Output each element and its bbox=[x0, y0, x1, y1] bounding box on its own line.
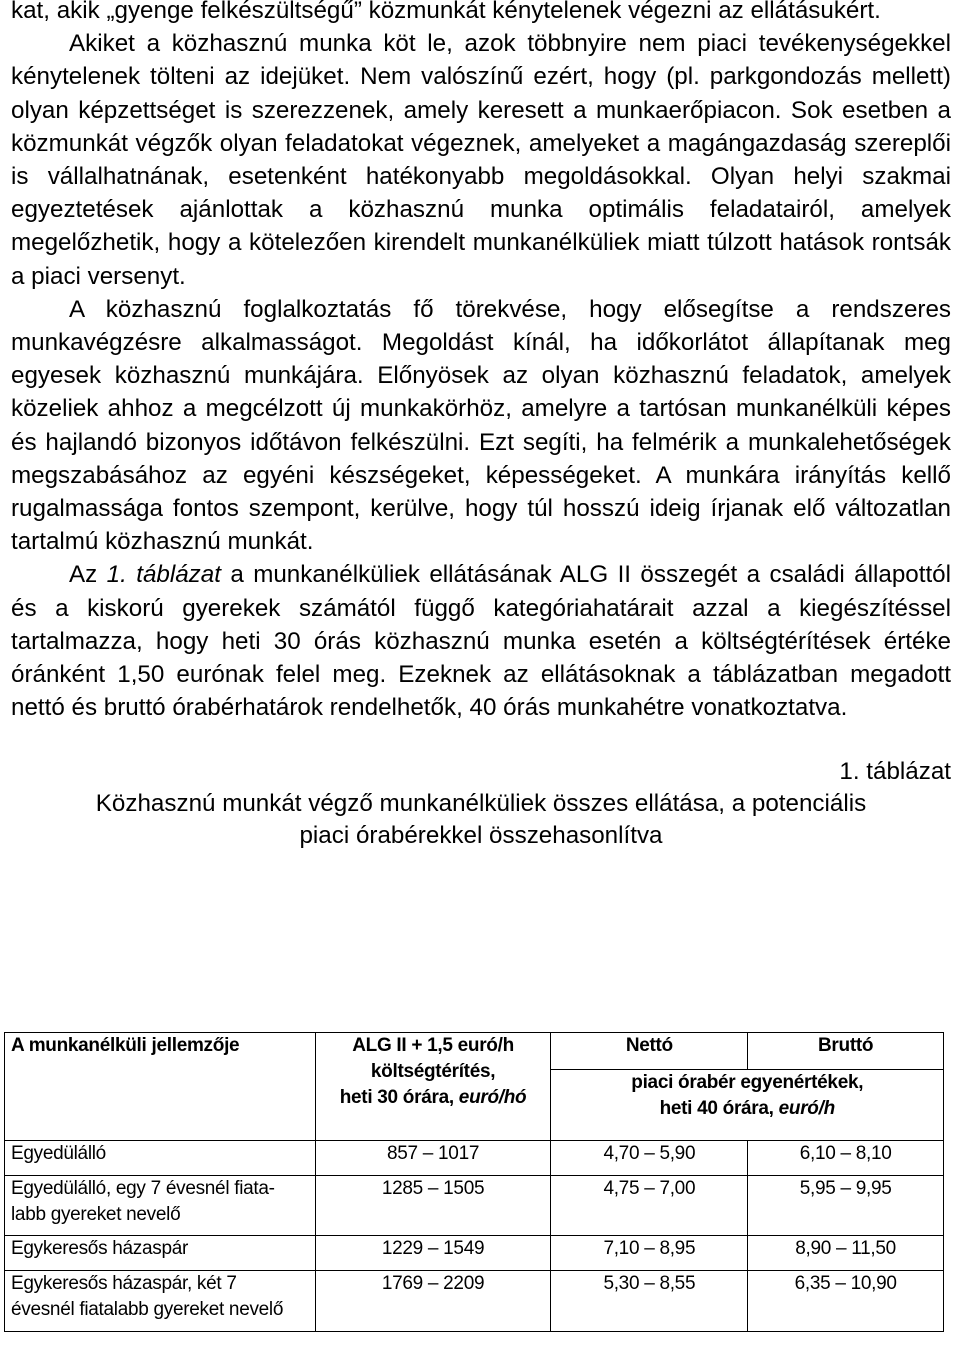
data-table bbox=[4, 1032, 944, 1332]
cell-netto: 4,70 – 5,90 bbox=[551, 1141, 748, 1176]
table-number: 1. táblázat bbox=[839, 758, 951, 786]
cell-characteristic bbox=[5, 1271, 316, 1332]
cell-alg: 857 – 1017 bbox=[315, 1141, 551, 1176]
cell-netto: 5,30 – 8,55 bbox=[551, 1271, 748, 1332]
paragraph-text: Az bbox=[69, 561, 107, 589]
header-unit: euró/hó bbox=[458, 1087, 527, 1108]
cell-line: Egyedülálló, egy 7 évesnél fiata- bbox=[11, 1178, 275, 1199]
table-header-row bbox=[5, 1033, 944, 1070]
cell-characteristic: Egyedülálló bbox=[5, 1141, 316, 1176]
header-text: heti 40 órára, bbox=[659, 1098, 779, 1119]
paragraph: A közhasznú foglalkoztatás fő törekvése, hogy elősegítse a rendszeres munkavégzésre alkalmasságot. Megoldást kínál, ha időkorlátot állapítanak meg egyesek közhasznú munkájára. Előnyösek az olyan közhasznú feladatok, amelyek közeliek ahhoz a megcélzott új munkakörhöz, amelyre a tartósan munkanélküli képes és hajlandó bizonyos időtávon felkészülni. Ezt segíti, ha felmérik a munkalehetőségek megszabásához az egyéni készségeket, képességeket. A munkára irányítás kellő rugalmassága fontos szempont, kerülve, hogy túl hosszú ideig írjanak elő változatlan tartalmú közhasznú munkát. bbox=[11, 295, 951, 556]
paragraph: kat, akik „gyenge felkészültségű” közmunkát kénytelenek végezni az ellátásukért. bbox=[11, 0, 881, 24]
table-caption: piaci órabérekkel összehasonlítva bbox=[299, 822, 663, 850]
cell-line: labb gyereket nevelő bbox=[11, 1204, 181, 1225]
header-line: piaci órabér egyenértékek, bbox=[631, 1072, 864, 1093]
cell-line: évesnél fiatalabb gyereket nevelő bbox=[11, 1299, 284, 1320]
cell-brutto: 6,10 – 8,10 bbox=[748, 1141, 944, 1176]
cell-brutto: 6,35 – 10,90 bbox=[748, 1271, 944, 1332]
cell-brutto: 8,90 – 11,50 bbox=[748, 1236, 944, 1271]
cell-alg: 1769 – 2209 bbox=[315, 1271, 551, 1332]
cell-alg: 1285 – 1505 bbox=[315, 1176, 551, 1236]
paragraph bbox=[11, 558, 951, 724]
cell-netto: 7,10 – 8,95 bbox=[551, 1236, 748, 1271]
header-line bbox=[557, 1096, 937, 1122]
paragraph-text: a munkanélküliek ellátásának ALG II összegét a családi állapottól és a kiskorú gyerekek számától függő kategóriahatárait azzal a kiegészítéssel tartalmazza, hogy heti 30 órás közhasznú munka esetén a költségtérítések értéke óránként 1,50 eurónak felel meg. Ezeknek az ellátásoknak a táblázatban megadott nettó és bruttó órabérhatárok rendelhetők, 40 órás munkahétre vonatkoztatva. bbox=[11, 561, 952, 722]
column-header-netto: Nettó bbox=[551, 1033, 748, 1070]
header-line bbox=[322, 1085, 545, 1111]
cell-alg: 1229 – 1549 bbox=[315, 1236, 551, 1271]
header-line: költségtérítés, bbox=[370, 1061, 496, 1082]
cell-line: Egykeresős házaspár, két 7 bbox=[11, 1273, 237, 1294]
table-row bbox=[5, 1271, 944, 1332]
column-header-brutto: Bruttó bbox=[748, 1033, 944, 1070]
table-row bbox=[5, 1176, 944, 1236]
table-row bbox=[5, 1141, 944, 1176]
paragraph: Akiket a közhasznú munka köt le, azok többnyire nem piaci tevékenységekkel kénytelenek tölteni az idejüket. Nem valószínű ezért, hogy (pl. parkgondozás mellett) olyan képzettséget is szerezzenek, amely keresett a munkaerőpiacon. Sok esetben a közmunkát végzők olyan feladatokat végeznek, amelyeket a magángazdaság szereplői is vállalhatnának, esetenként hatékonyabb megoldásokkal. Olyan helyi szakmai egyeztetések ajánlottak a közhasznú munka optimális feladatairól, amelyek megelőzhetik, hogy a kötelezően kirendelt munkanélküliek miatt túlzott hatások rontsák a piaci versenyt. bbox=[11, 30, 951, 290]
column-header-wage-equivalent bbox=[551, 1070, 944, 1141]
cell-netto: 4,75 – 7,00 bbox=[551, 1176, 748, 1236]
cell-brutto: 5,95 – 9,95 bbox=[748, 1176, 944, 1236]
header-text: heti 30 órára, bbox=[339, 1087, 459, 1108]
cell-characteristic bbox=[5, 1176, 316, 1236]
header-line: ALG II + 1,5 euró/h bbox=[352, 1035, 514, 1056]
header-unit: euró/h bbox=[778, 1098, 835, 1119]
cell-characteristic: Egykeresős házaspár bbox=[5, 1236, 316, 1271]
table-reference: 1. táblázat bbox=[106, 561, 221, 589]
document-page bbox=[11, 0, 951, 852]
table-caption: Közhasznú munkát végző munkanélküliek összes ellátása, a potenciális bbox=[95, 790, 867, 818]
column-header-alg bbox=[315, 1033, 551, 1141]
table-row bbox=[5, 1236, 944, 1271]
column-header-characteristic: A munkanélküli jellemzője bbox=[5, 1033, 316, 1141]
